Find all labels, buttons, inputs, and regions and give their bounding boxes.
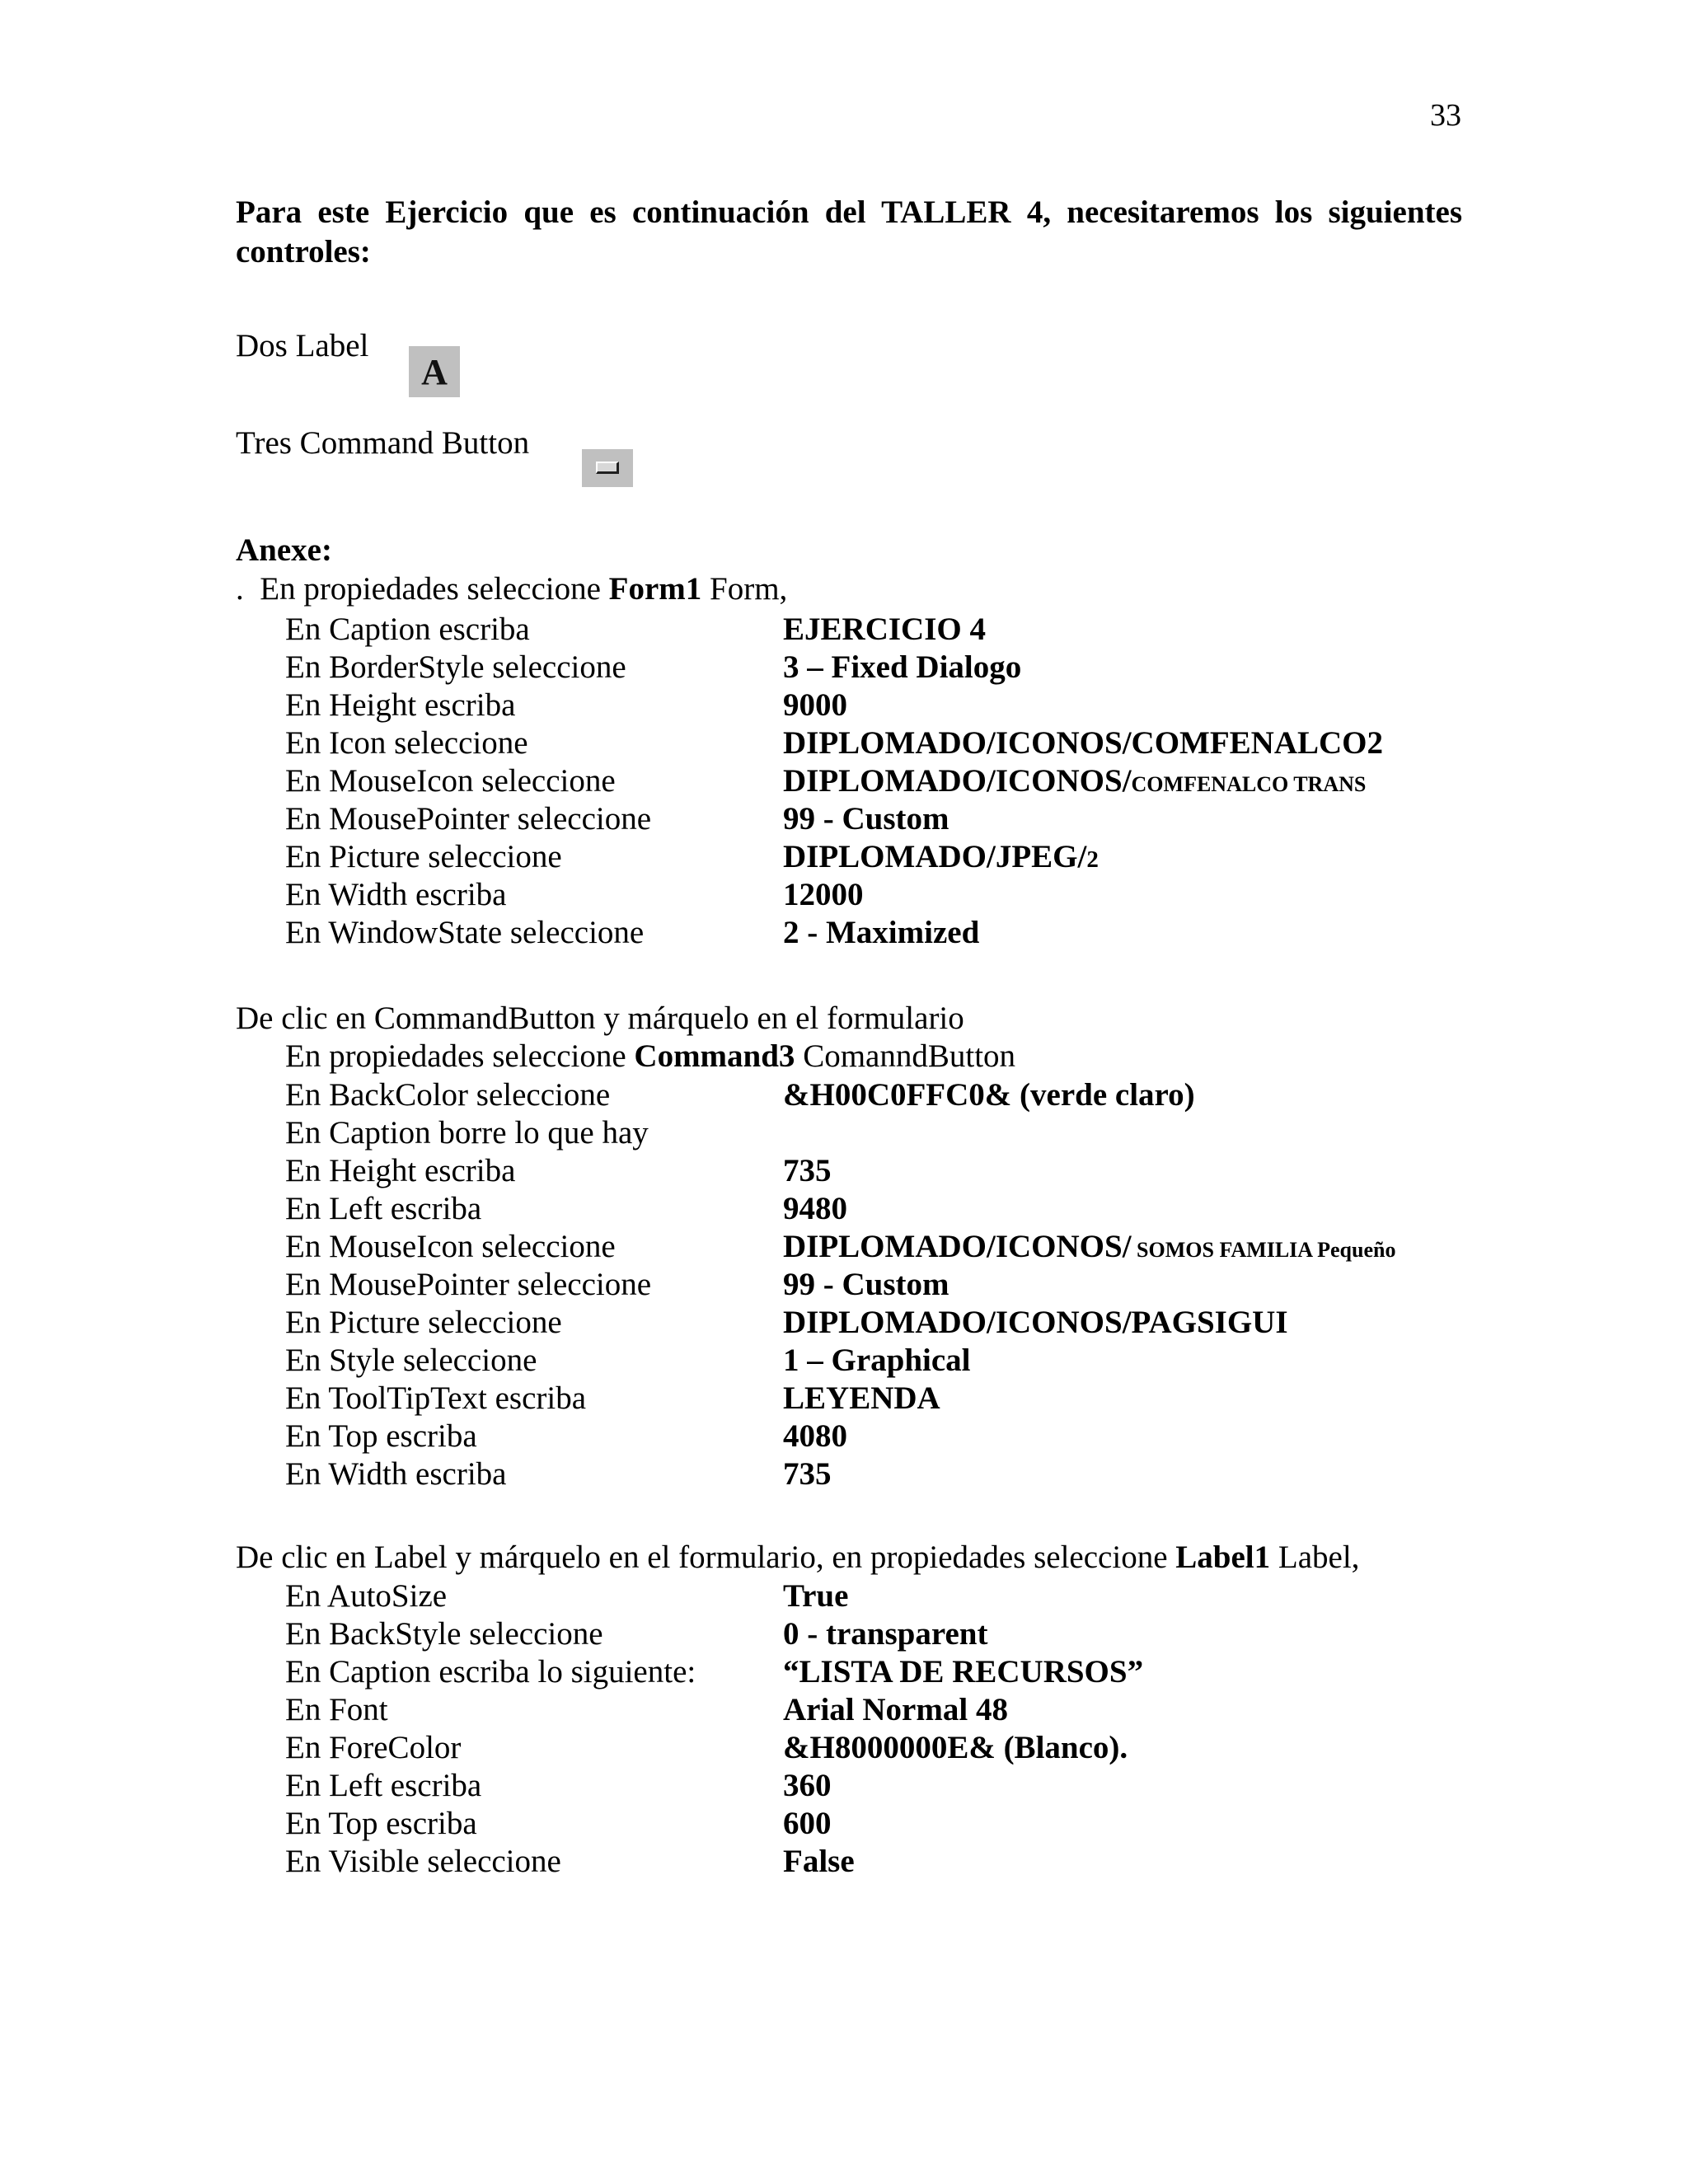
property-value [783,1805,832,1843]
property-value-text: DIPLOMADO/ICONOS/PAGSIGUI [783,1305,1288,1340]
property-label: En Visible seleccione [285,1844,561,1879]
property-value-small: SOMOS FAMILIA Pequeño [1131,1238,1396,1262]
label-properties-list [285,1577,1472,1881]
property-value-text: Arial Normal 48 [783,1692,1008,1727]
property-value-text: 3 – Fixed Dialogo [783,649,1022,685]
property-value-text: 600 [783,1806,832,1841]
property-label: En MousePointer seleccione [285,1267,652,1302]
property-row [285,1577,1472,1615]
property-value [783,1190,847,1228]
property-label: En Style seleccione [285,1343,537,1378]
property-row [285,1691,1472,1729]
property-value-text: EJERCICIO 4 [783,612,986,647]
property-value [783,1615,987,1653]
property-value [783,838,1099,879]
property-value [783,1304,1288,1342]
command-intro-line: De clic en CommandButton y márquelo en el formulario [236,1001,964,1036]
property-value [783,687,847,724]
property-row [285,1805,1472,1843]
property-label: En BackStyle seleccione [285,1616,603,1652]
property-value [783,1342,971,1380]
property-row [285,1418,1472,1455]
property-value-text: False [783,1844,855,1879]
property-label: En ForeColor [285,1730,462,1765]
property-row [285,611,1472,649]
property-value-text: 735 [783,1153,832,1188]
property-value-text: DIPLOMADO/ICONOS/ [783,763,1132,799]
property-value [783,649,1021,687]
property-row [285,1304,1472,1342]
property-label: En MouseIcon seleccione [285,763,616,799]
property-value-text: 99 - Custom [783,801,950,837]
anexe-heading: Anexe: [236,532,332,568]
property-value [783,1653,1143,1691]
property-label: En Width escriba [285,1456,507,1492]
property-value [783,876,864,914]
property-value-text: 9480 [783,1191,847,1226]
property-value-text: &H8000000E& (Blanco). [783,1730,1128,1765]
command-properties-list [285,1076,1472,1493]
property-row [285,1653,1472,1691]
property-row [285,838,1472,876]
command-sub-prefix: En propiedades seleccione [285,1038,635,1074]
command-sub-suffix: ComanndButton [795,1038,1016,1074]
property-value [783,800,950,838]
label-intro-suffix: Label, [1270,1540,1360,1575]
property-label: En MousePointer seleccione [285,801,652,837]
control-button-line: Tres Command Button [236,425,530,461]
property-value [783,914,979,952]
label-intro-bold: Label1 [1175,1540,1271,1575]
intro-paragraph: Para este Ejercicio que es continuación del TALLER 4, necesitaremos los siguientes controles: [236,194,1462,269]
property-label: En Height escriba [285,1153,516,1188]
property-label: En BorderStyle seleccione [285,649,626,685]
property-row [285,1076,1472,1114]
property-value [783,1455,832,1493]
label-tool-glyph: A [421,351,448,392]
form-intro-line [236,570,787,608]
property-value-text: “LISTA DE RECURSOS” [783,1654,1144,1690]
property-row [285,1380,1472,1418]
property-value-text: &H00C0FFC0& (verde claro) [783,1077,1195,1113]
property-label: En Caption borre lo que hay [285,1115,649,1151]
property-row [285,1455,1472,1493]
property-label: En Picture seleccione [285,839,562,874]
control-label-line: Dos Label [236,328,369,363]
property-label: En MouseIcon seleccione [285,1229,616,1264]
property-value-small: 2 [1086,846,1099,873]
property-label: En Caption escriba [285,612,530,647]
property-value-text: DIPLOMADO/ICONOS/ [783,1229,1132,1264]
label-intro-line [236,1539,1359,1577]
property-value [783,1152,832,1190]
property-value [783,1729,1128,1767]
property-row [285,1767,1472,1805]
property-value-text: True [783,1578,849,1614]
command-sub-bold: Command3 [634,1038,795,1074]
property-value [783,1418,847,1455]
property-value-text: 99 - Custom [783,1267,950,1302]
property-label: En Left escriba [285,1768,482,1803]
property-row [285,1114,1472,1152]
property-label: En Top escriba [285,1418,477,1454]
property-row [285,1615,1472,1653]
property-value-text: 735 [783,1456,832,1492]
property-row [285,687,1472,724]
property-value-text: 1 – Graphical [783,1343,971,1378]
property-value [783,1380,940,1418]
property-value-text: 2 - Maximized [783,915,980,950]
property-row [285,914,1472,952]
form-intro-prefix: . En propiedades seleccione [236,571,609,607]
property-row [285,800,1472,838]
property-value [783,762,1366,804]
form-intro-suffix: Form, [701,571,788,607]
property-value-text: LEYENDA [783,1380,940,1416]
property-row [285,1152,1472,1190]
page-number: 33 [1430,98,1461,133]
property-value-text: 12000 [783,877,864,912]
property-label: En Left escriba [285,1191,482,1226]
property-row [285,724,1472,762]
property-value-text: DIPLOMADO/ICONOS/COMFENALCO2 [783,725,1384,761]
property-value-text: 0 - transparent [783,1616,988,1652]
form-properties-list [285,611,1472,952]
property-row [285,1190,1472,1228]
property-value [783,1076,1195,1114]
property-row [285,649,1472,687]
property-label: En WindowState seleccione [285,915,645,950]
property-value-text: 9000 [783,687,847,723]
property-value [783,611,986,649]
property-label: En Width escriba [285,877,507,912]
property-value [783,1843,855,1881]
property-label: En Caption escriba lo siguiente: [285,1654,696,1690]
property-row [285,1266,1472,1304]
property-row [285,1729,1472,1767]
property-value-text: 4080 [783,1418,847,1454]
property-row [285,876,1472,914]
property-label: En Icon seleccione [285,725,528,761]
label-intro-prefix: De clic en Label y márquelo en el formulario, en propiedades seleccione [236,1540,1176,1575]
property-value-small: COMFENALCO TRANS [1131,772,1367,796]
label-tool-icon [409,346,460,397]
property-label: En AutoSize [285,1578,448,1614]
command-sub-line [285,1038,1015,1076]
property-value [783,724,1383,762]
property-label: En Top escriba [285,1806,477,1841]
property-label: En BackColor seleccione [285,1077,611,1113]
property-value [783,1577,848,1615]
property-row [285,1843,1472,1881]
property-value [783,1691,1008,1729]
command-button-tool-icon [582,449,633,487]
property-label: En ToolTipText escriba [285,1380,587,1416]
property-value [783,1767,832,1805]
property-label: En Picture seleccione [285,1305,562,1340]
property-value-text: 360 [783,1768,832,1803]
property-row [285,1228,1472,1266]
property-label: En Height escriba [285,687,516,723]
property-value [783,1266,950,1304]
form-intro-bold: Form1 [608,571,702,607]
property-label: En Font [285,1692,388,1727]
property-value [783,1228,1395,1269]
property-row [285,1342,1472,1380]
property-row [285,762,1472,800]
property-value-text: DIPLOMADO/JPEG/ [783,839,1087,874]
